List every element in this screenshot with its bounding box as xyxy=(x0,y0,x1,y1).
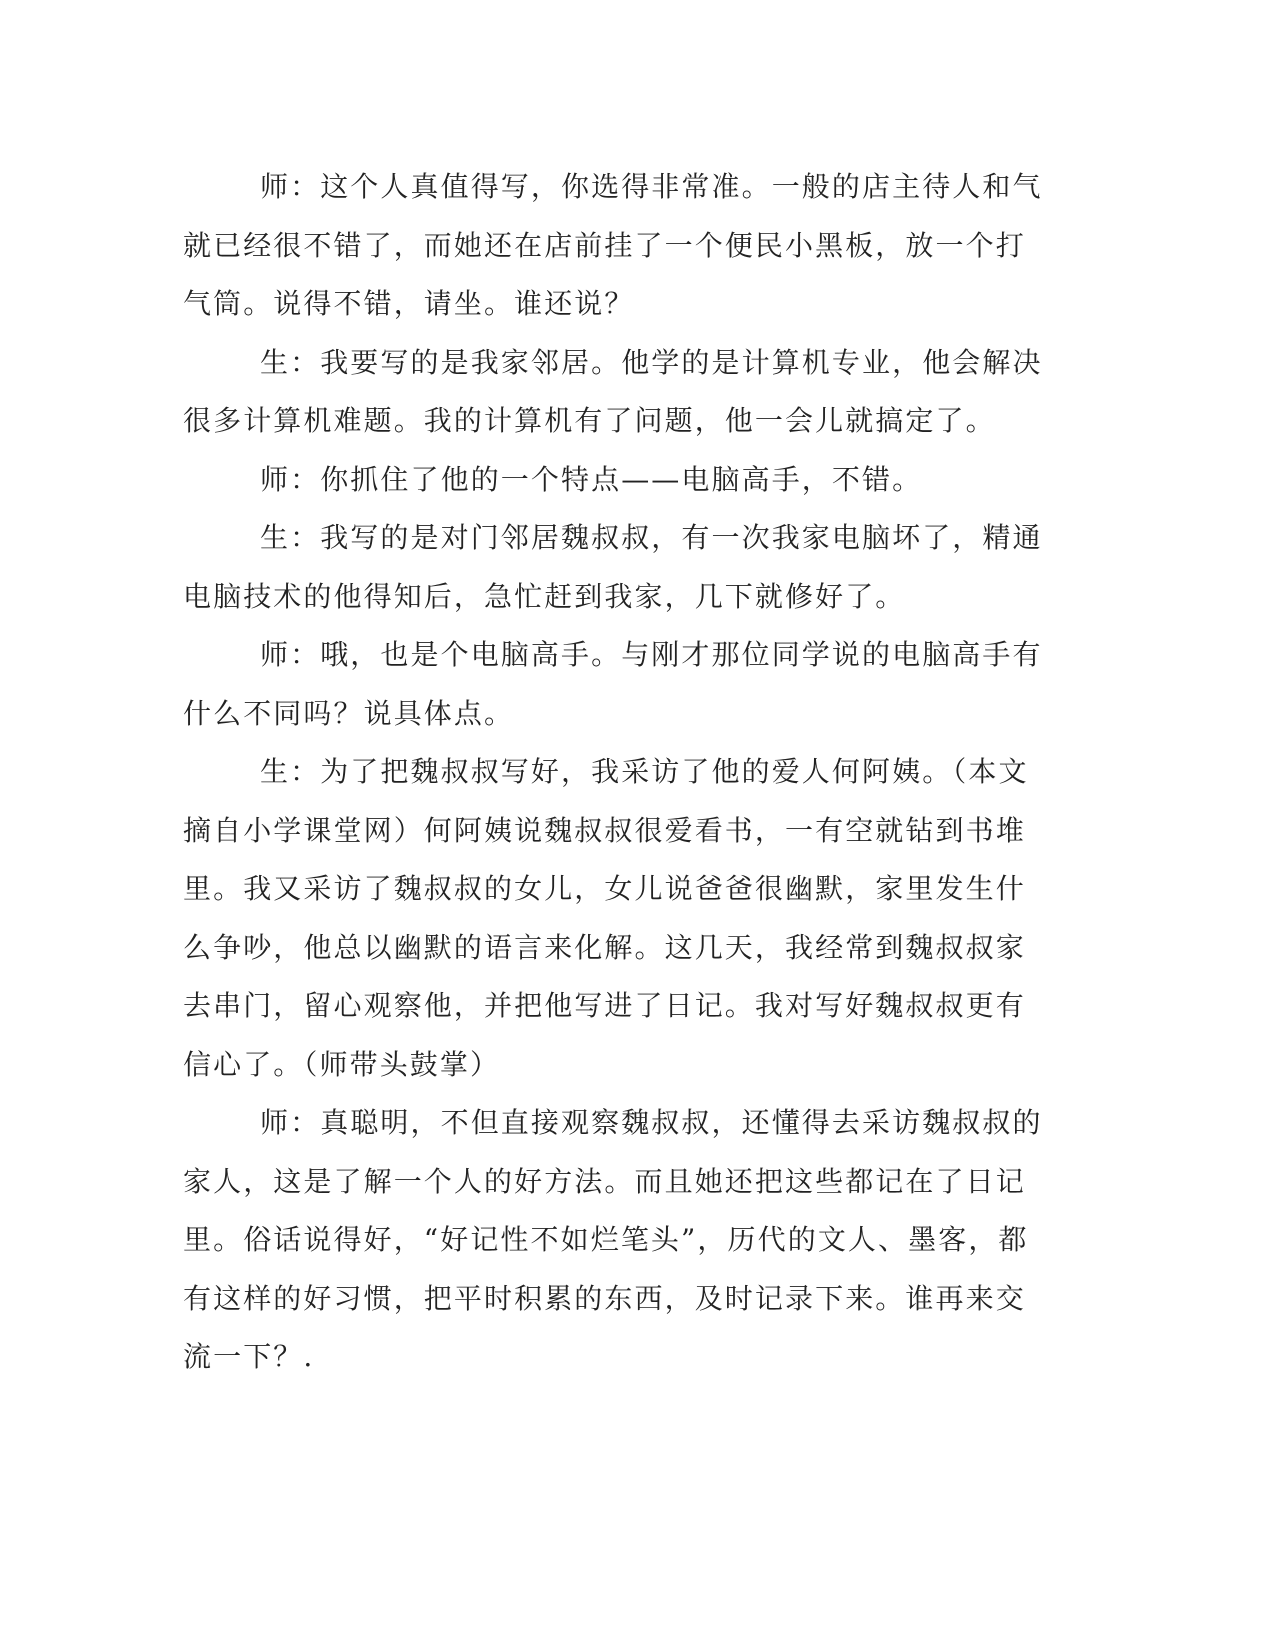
paragraph-student-1: 生：我要写的是我家邻居。他学的是计算机专业，他会解决很多计算机难题。我的计算机有了问题，他一会儿就搞定了。 xyxy=(183,345,1043,437)
paragraph-teacher-3: 师：哦，也是个电脑高手。与刚才那位同学说的电脑高手有什么不同吗？说具体点。 xyxy=(183,638,1043,730)
paragraph-student-2: 生：我写的是对门邻居魏叔叔，有一次我家电脑坏了，精通电脑技术的他得知后，急忙赶到我家，几下就修好了。 xyxy=(183,521,1043,613)
paragraph-student-3: 生：为了把魏叔叔写好，我采访了他的爱人何阿姨。（本文摘自小学课堂网）何阿姨说魏叔叔很爱看书，一有空就钻到书堆里。我又采访了魏叔叔的女儿，女儿说爸爸很幽默，家里发生什么争吵，他总以幽默的语言来化解。这几天，我经常到魏叔叔家去串门，留心观察他，并把他写进了日记。我对写好魏叔叔更有信心了。（师带头鼓掌） xyxy=(183,755,1029,1081)
paragraph-teacher-2: 师：你抓住了他的一个特点——电脑高手，不错。 xyxy=(260,462,923,496)
paragraph-teacher-1: 师：这个人真值得写，你选得非常准。一般的店主待人和气就已经很不错了，而她还在店前挂了一个便民小黑板，放一个打气筒。说得不错，请坐。谁还说？ xyxy=(183,170,1043,320)
paragraph-teacher-4: 师：真聪明，不但直接观察魏叔叔，还懂得去采访魏叔叔的家人，这是了解一个人的好方法。而且她还把这些都记在了日记里。俗话说得好，“好记性不如烂笔头”，历代的文人、墨客，都有这样的好习惯，把平时积累的东西，及时记录下来。谁再来交流一下？. xyxy=(183,1106,1043,1373)
document-body xyxy=(183,158,1043,1387)
